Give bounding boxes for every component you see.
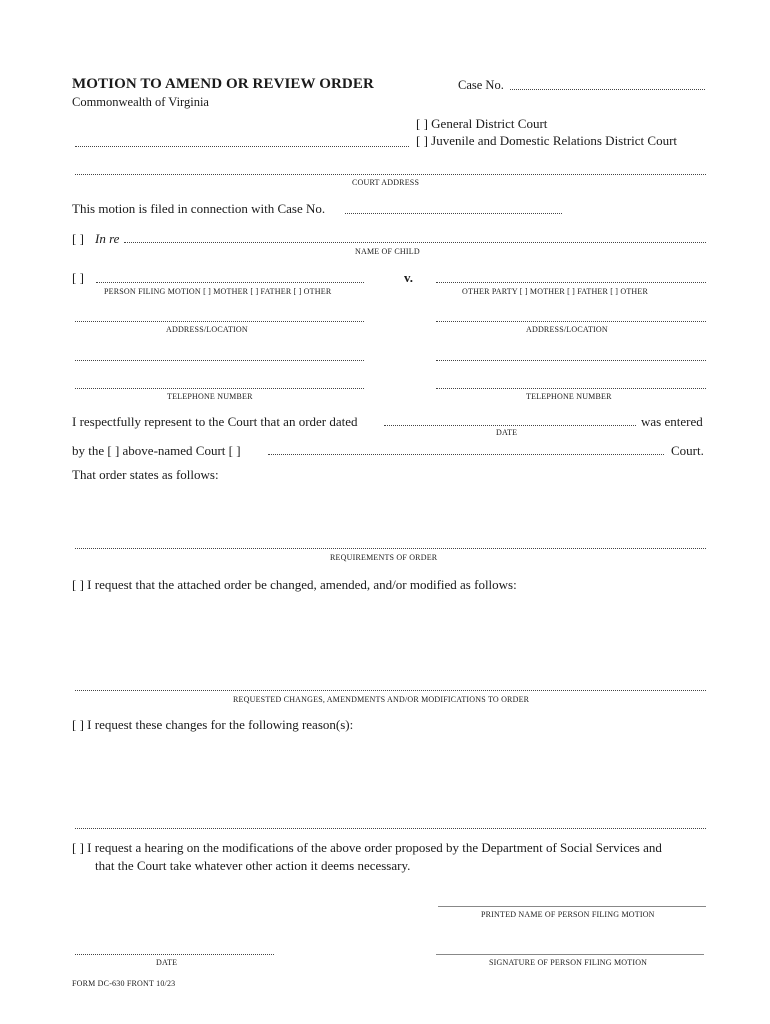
other-party-name-field[interactable] xyxy=(436,282,706,283)
case-no-field[interactable] xyxy=(510,89,705,90)
printed-name-caption: PRINTED NAME OF PERSON FILING MOTION xyxy=(481,910,655,919)
order-date-caption: DATE xyxy=(496,428,518,437)
in-re-checkbox[interactable]: [ ] xyxy=(72,231,84,246)
signature-date-caption: DATE xyxy=(156,958,178,967)
was-entered-text: was entered xyxy=(641,414,703,429)
signature-field[interactable] xyxy=(436,954,704,955)
filer-address-field[interactable] xyxy=(75,321,364,322)
filer-caption: PERSON FILING MOTION [ ] MOTHER [ ] FATHER [ ] OTHER xyxy=(104,287,332,296)
form-id: FORM DC-630 FRONT 10/23 xyxy=(72,979,176,988)
other-party-phone-field[interactable] xyxy=(436,388,706,389)
filer-name-field[interactable] xyxy=(96,282,364,283)
in-re-label: In re xyxy=(95,231,120,246)
commonwealth-label: Commonwealth of Virginia xyxy=(72,95,209,109)
other-party-address-line2-field[interactable] xyxy=(436,360,706,361)
order-date-field[interactable] xyxy=(384,425,636,426)
child-name-field[interactable] xyxy=(124,242,706,243)
court-address-field[interactable] xyxy=(75,174,706,175)
other-party-caption: OTHER PARTY [ ] MOTHER [ ] FATHER [ ] OTHER xyxy=(462,287,649,296)
change-request-checkbox[interactable]: [ ] I request that the attached order be changed, amended, and/or modified as follows: xyxy=(72,577,517,592)
case-no-label: Case No. xyxy=(458,78,504,92)
other-court-name-field[interactable] xyxy=(268,454,664,455)
court-suffix-text: Court. xyxy=(671,443,704,458)
general-district-court-option[interactable]: [ ] General District Court xyxy=(416,116,548,131)
court-address-caption: COURT ADDRESS xyxy=(352,178,420,187)
other-party-phone-caption: TELEPHONE NUMBER xyxy=(526,392,612,401)
requirements-caption: REQUIREMENTS OF ORDER xyxy=(330,553,438,562)
filer-address-line2-field[interactable] xyxy=(75,360,364,361)
filer-address-caption: ADDRESS/LOCATION xyxy=(166,325,248,334)
versus-label: v. xyxy=(404,270,414,285)
page-title: MOTION TO AMEND OR REVIEW ORDER xyxy=(72,76,374,92)
requirements-field[interactable] xyxy=(75,548,706,549)
represent-text: I respectfully represent to the Court that an order dated xyxy=(72,414,358,429)
filed-in-connection-text: This motion is filed in connection with Case No. xyxy=(72,201,326,216)
filer-checkbox[interactable]: [ ] xyxy=(72,270,84,285)
court-name-field[interactable] xyxy=(75,146,409,147)
by-the-court-text[interactable]: by the [ ] above-named Court [ ] xyxy=(72,443,241,458)
other-party-address-caption: ADDRESS/LOCATION xyxy=(526,325,608,334)
signature-caption: SIGNATURE OF PERSON FILING MOTION xyxy=(489,958,648,967)
other-party-address-field[interactable] xyxy=(436,321,706,322)
child-name-caption: NAME OF CHILD xyxy=(355,247,420,256)
order-states-text: That order states as follows: xyxy=(72,467,219,482)
filer-phone-caption: TELEPHONE NUMBER xyxy=(167,392,253,401)
hearing-request-checkbox[interactable]: [ ] I request a hearing on the modifications of the above order proposed by the Department of Social Services and xyxy=(72,840,662,855)
jdr-district-court-option[interactable]: [ ] Juvenile and Domestic Relations District Court xyxy=(416,133,678,148)
reasons-field[interactable] xyxy=(75,828,706,829)
reasons-request-checkbox[interactable]: [ ] I request these changes for the following reason(s): xyxy=(72,717,354,732)
printed-name-field[interactable] xyxy=(438,906,706,907)
requested-changes-caption: REQUESTED CHANGES, AMENDMENTS AND/OR MODIFICATIONS TO ORDER xyxy=(233,695,530,704)
related-case-no-field[interactable] xyxy=(345,213,562,214)
hearing-request-line2: that the Court take whatever other action it deems necessary. xyxy=(95,858,411,873)
requested-changes-field[interactable] xyxy=(75,690,706,691)
signature-date-field[interactable] xyxy=(75,954,274,955)
filer-phone-field[interactable] xyxy=(75,388,364,389)
